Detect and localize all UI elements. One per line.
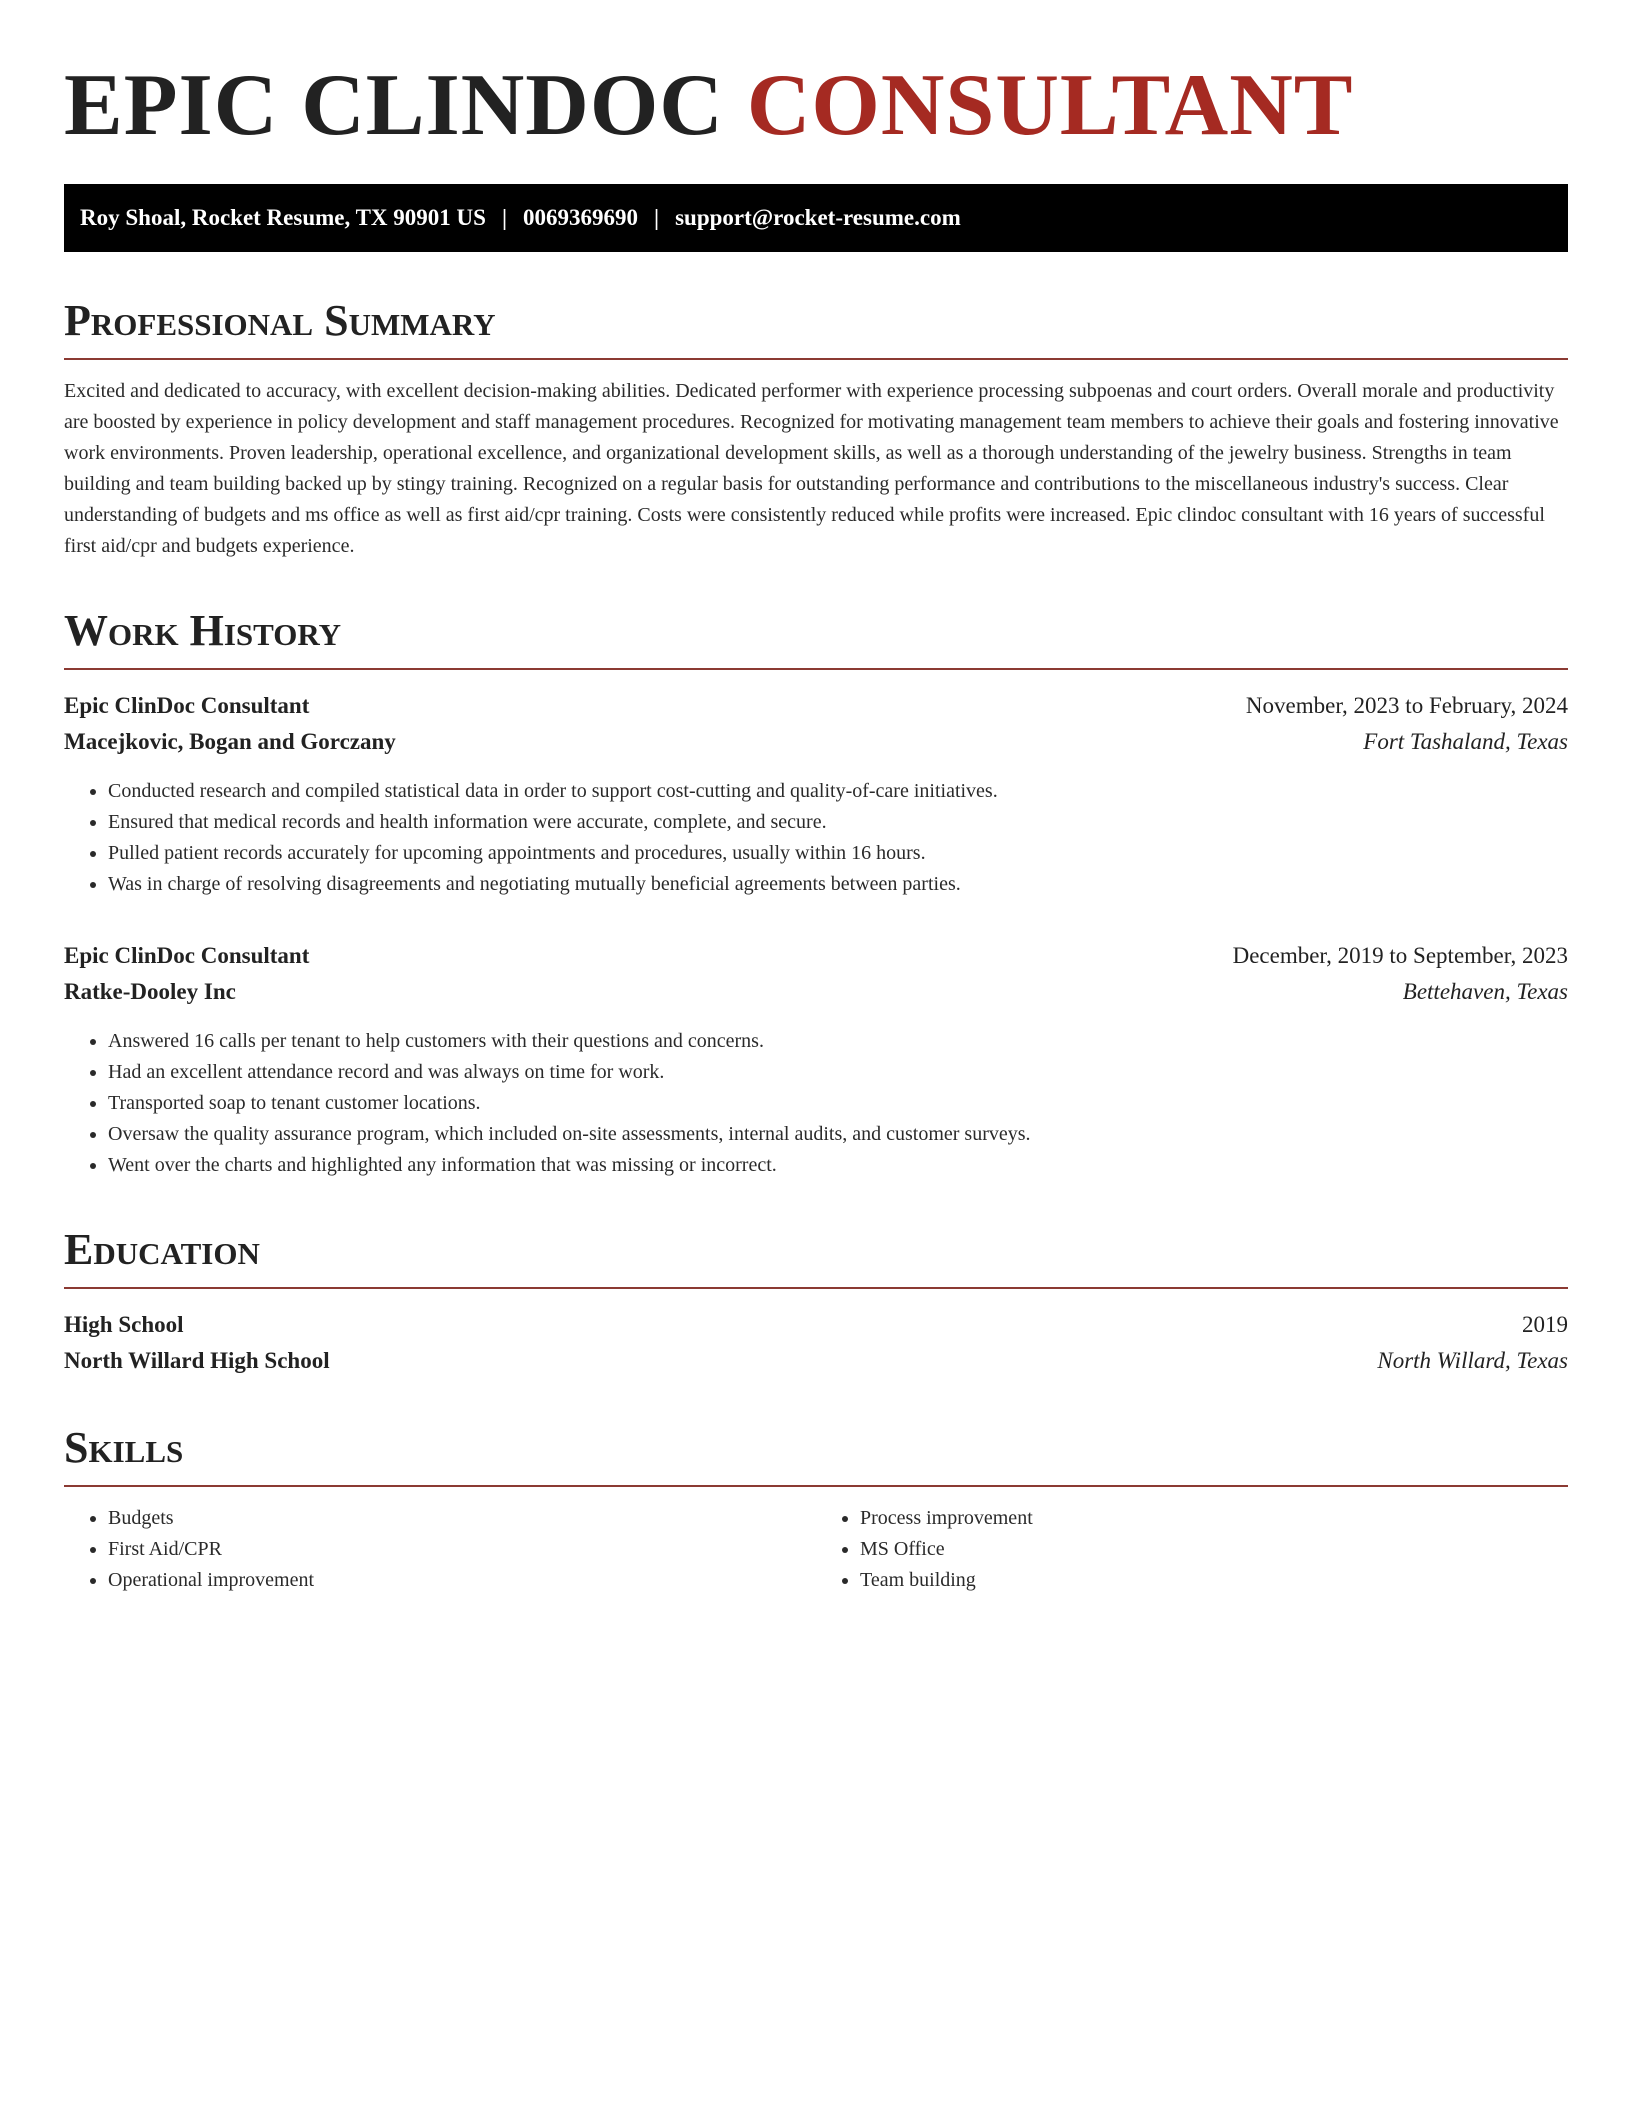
job-company-row — [64, 724, 1568, 760]
contact-bar — [64, 184, 1568, 252]
contact-email: support@rocket-resume.com — [675, 205, 961, 230]
job-bullet: • Transported soap to tenant customer locations. — [108, 1088, 1568, 1119]
education-degree-row — [64, 1307, 1568, 1343]
work-history-section — [64, 606, 1568, 1181]
job-dates: November, 2023 to February, 2024 — [1245, 693, 1568, 718]
summary-text: Excited and dedicated to accuracy, with excellent decision-making abilities. Dedicated performer with experience processing subpoenas and court orders. Overall morale and productivity are boosted by experience in policy development and staff management procedures. Recognized for motivating management team members to achieve their goals and fostering innovative work environments. Proven leadership, operational excellence, and organizational development skills, as well as a thorough understanding of the jewelry business. Strengths in team building and team building backed up by stingy training. Recognized on a regular basis for outstanding performance and contributions to the miscellaneous industry's success. Clear understanding of budgets and ms office as well as first aid/cpr training. Costs were consistently reduced while profits were increased. Epic clindoc consultant with 16 years of successful first aid/cpr and budgets experience. — [64, 380, 1559, 557]
job-bullet: • Went over the charts and highlighted any information that was missing or incorrect. — [108, 1150, 1568, 1181]
job-bullets — [64, 1026, 1568, 1181]
job-header-row — [64, 938, 1568, 974]
skills-column-left — [64, 1503, 816, 1596]
job-company: Macejkovic, Bogan and Gorczany — [64, 729, 396, 754]
contact-separator: | — [654, 205, 660, 230]
job-bullet: • Answered 16 calls per tenant to help customers with their questions and concerns. — [108, 1026, 1568, 1057]
job-location: Bettehaven, Texas — [1402, 979, 1568, 1004]
job-position: Epic ClinDoc Consultant — [64, 943, 310, 968]
education-school: North Willard High School — [64, 1348, 330, 1373]
contact-separator: | — [501, 205, 508, 230]
skills-list — [816, 1503, 1568, 1596]
job-bullet: • Oversaw the quality assurance program, which included on-site assessments, internal audits, and customer surveys. — [108, 1119, 1568, 1150]
skills-heading: Skills — [64, 1423, 1568, 1487]
skill-item: • Budgets — [108, 1503, 816, 1534]
education-section — [64, 1225, 1568, 1379]
job-location: Fort Tashaland, Texas — [1363, 729, 1568, 754]
contact-phone: 0069369690 — [523, 205, 639, 230]
skills-columns — [64, 1503, 1568, 1596]
education-school-row — [64, 1343, 1568, 1379]
summary-heading: Professional Summary — [64, 296, 1568, 360]
job-bullets — [64, 776, 1568, 900]
title-accent: CONSULTANT — [746, 57, 1354, 154]
skill-item: • Operational improvement — [108, 1565, 816, 1596]
skill-item: • Team building — [860, 1565, 1568, 1596]
job-dates: December, 2019 to September, 2023 — [1232, 943, 1568, 968]
job-bullet: • Ensured that medical records and health information were accurate, complete, and secure. — [108, 807, 1568, 838]
education-location: North Willard, Texas — [1377, 1348, 1568, 1373]
skills-section — [64, 1423, 1568, 1596]
job-company-row — [64, 974, 1568, 1010]
resume-title — [64, 56, 1568, 156]
job-company: Ratke-Dooley Inc — [64, 979, 236, 1004]
job-bullet: • Pulled patient records accurately for upcoming appointments and procedures, usually within 16 hours. — [108, 838, 1568, 869]
education-entry — [64, 1307, 1568, 1379]
job-header-row — [64, 688, 1568, 724]
skills-list — [64, 1503, 816, 1596]
skills-column-right — [816, 1503, 1568, 1596]
job-entry — [64, 938, 1568, 1181]
job-bullet: • Was in charge of resolving disagreements and negotiating mutually beneficial agreements between parties. — [108, 869, 1568, 900]
summary-section — [64, 296, 1568, 562]
job-entry — [64, 688, 1568, 900]
title-name: EPIC CLINDOC — [64, 57, 724, 154]
job-bullet: • Had an excellent attendance record and was always on time for work. — [108, 1057, 1568, 1088]
skill-item: • First Aid/CPR — [108, 1534, 816, 1565]
education-heading: Education — [64, 1225, 1568, 1289]
contact-address: Roy Shoal, Rocket Resume, TX 90901 US — [80, 205, 486, 230]
job-bullet: • Conducted research and compiled statistical data in order to support cost-cutting and quality-of-care initiatives. — [108, 776, 1568, 807]
work-history-heading: Work History — [64, 606, 1568, 670]
education-year: 2019 — [1522, 1312, 1568, 1337]
education-degree: High School — [64, 1312, 184, 1337]
job-position: Epic ClinDoc Consultant — [64, 693, 310, 718]
skill-item: • Process improvement — [860, 1503, 1568, 1534]
skill-item: • MS Office — [860, 1534, 1568, 1565]
